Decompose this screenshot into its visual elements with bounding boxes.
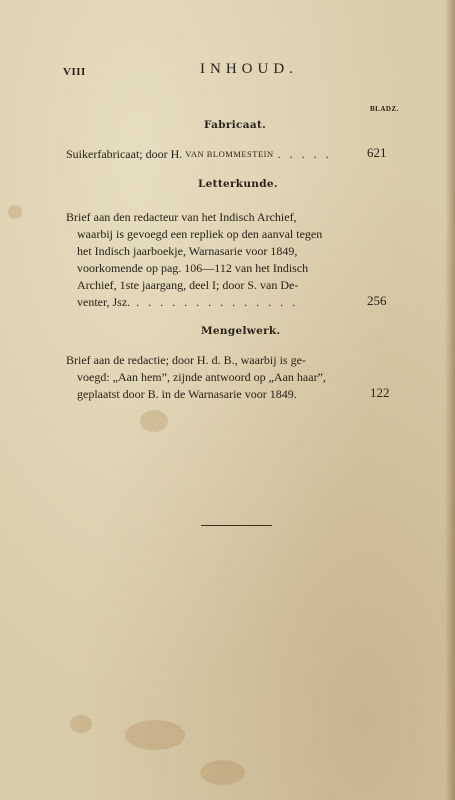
foxing-stain	[8, 205, 22, 219]
entry-line: waarbij is gevoegd een repliek op den aanval tegen	[77, 227, 323, 241]
entry-leader: . . . . . . . . . . . . . .	[136, 295, 299, 309]
entry-page-number: 256	[367, 293, 387, 308]
entry-page-number: 621	[367, 145, 387, 160]
entry-text: Suikerfabricaat; door H.	[66, 147, 186, 161]
page-column-label: BLADZ.	[370, 105, 399, 113]
section-heading-fabricaat: Fabricaat.	[204, 119, 267, 131]
entry-line: het Indisch jaarboekje, Warnasarie voor 1849,	[77, 244, 298, 258]
entry-line: voegd: „Aan hem”, zijnde antwoord op „Aan haar”,	[77, 370, 326, 384]
entry-line: Brief aan den redacteur van het Indisch Archief,	[66, 210, 297, 224]
entry-author: VAN BLOMMESTEIN	[185, 149, 274, 159]
closing-rule	[201, 525, 272, 526]
toc-entry-suikerfabricaat	[66, 147, 360, 162]
page-title: INHOUD.	[200, 61, 298, 77]
section-heading-letterkunde: Letterkunde.	[198, 178, 278, 190]
page-number: VIII	[63, 66, 86, 78]
entry-text: venter, Jsz.	[77, 295, 131, 309]
foxing-stain	[70, 715, 92, 733]
entry-page-number: 122	[370, 385, 390, 400]
entry-line: voorkomende op pag. 106—112 van het Indisch	[77, 261, 309, 275]
foxing-stain	[200, 760, 245, 785]
entry-line: Archief, 1ste jaargang, deel I; door S. van De-	[77, 278, 299, 292]
entry-line: geplaatst door B. in de Warnasarie voor 1849.	[77, 387, 297, 401]
entry-line: Brief aan de redactie; door H. d. B., waarbij is ge-	[66, 353, 306, 367]
entry-last-line	[77, 295, 360, 310]
entry-leader: . . . . .	[277, 147, 332, 161]
section-heading-mengelwerk: Mengelwerk.	[201, 325, 281, 337]
foxing-stain	[140, 410, 168, 432]
foxing-stain	[125, 720, 185, 750]
page-edge	[445, 0, 455, 800]
